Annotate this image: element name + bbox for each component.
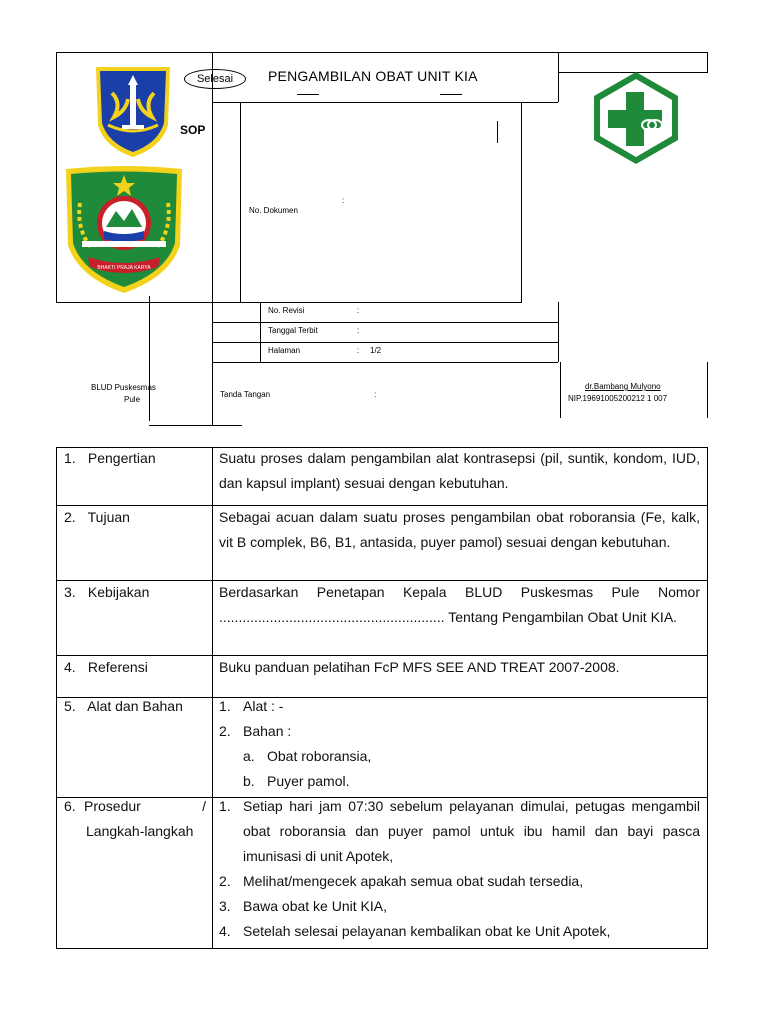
tanda-tangan-label: Tanda Tangan (220, 390, 271, 399)
list-subitem (219, 744, 700, 769)
section-label (64, 505, 206, 530)
list-item (219, 894, 700, 919)
org-name-line2: Pule (124, 395, 141, 404)
selesai-label: Selesai (196, 73, 234, 85)
regency-seal-text: BHAKTI PRAJA KARYA (97, 265, 151, 271)
section-title: Pengertian (87, 450, 156, 466)
list-letter: b. (243, 773, 255, 789)
section-label (64, 446, 206, 471)
section-title: Prosedur (84, 798, 141, 814)
list-text: Setelah selesai pelayanan kembalikan obat ke Unit Apotek, (243, 923, 611, 939)
section-title-line2: Langkah-langkah (86, 823, 194, 839)
regency-emblem-logo (62, 165, 186, 297)
sop-label: SOP (180, 123, 206, 137)
signer-nip: NIP.19691005200212 1 007 (568, 394, 668, 403)
document-title: PENGAMBILAN OBAT UNIT KIA (268, 68, 478, 84)
section-label (64, 655, 206, 680)
section-text: Suatu proses dalam pengambilan alat kontrasepsi (pil, suntik, kondom, IUD, dan kapsul implant) sesuai dengan kebutuhan. (219, 450, 700, 491)
list-item (219, 794, 700, 869)
section-title: Kebijakan (87, 584, 150, 600)
org-name-line1: BLUD Puskesmas (91, 383, 156, 392)
section-label (64, 794, 206, 844)
tanda-tangan-colon: : (374, 390, 377, 399)
no-dokumen-label: No. Dokumen (249, 206, 298, 215)
selesai-badge (184, 69, 246, 89)
section-text: Berdasarkan Penetapan Kepala BLUD Puskesmas Pule Nomor .......................................................... Tentang Pengambilan Obat Unit KIA. (219, 584, 700, 625)
puskesmas-logo (590, 70, 682, 166)
halaman-value: 1/2 (370, 346, 382, 355)
no-dokumen-colon: : (342, 196, 345, 205)
no-revisi-colon: : (357, 306, 360, 315)
halaman-label: Halaman (268, 346, 301, 355)
list-number: 3. (219, 898, 231, 914)
list-text: Setiap hari jam 07:30 sebelum pelayanan dimulai, petugas mengambil obat roboransia dan puyer pamol untuk ibu hamil dan bayi pasca imunisasi di unit Apotek, (243, 798, 700, 864)
list-text: Melihat/mengecek apakah semua obat sudah tersedia, (243, 873, 584, 889)
city-emblem-logo (92, 63, 174, 159)
section-number: 6. (64, 798, 76, 814)
section-number: 3. (64, 584, 76, 600)
list-text: Obat roboransia, (267, 748, 372, 764)
list-subitem (219, 769, 700, 794)
list-text: Bahan : (243, 723, 292, 739)
list-number: 4. (219, 923, 231, 939)
procedure-steps (219, 794, 700, 944)
list-text: Alat : - (243, 698, 284, 714)
list-text: Puyer pamol. (267, 773, 350, 789)
list-number: 2. (219, 723, 231, 739)
list-letter: a. (243, 748, 255, 764)
section-number: 1. (64, 450, 76, 466)
section-text: Buku panduan pelatihan FcP MFS SEE AND TREAT 2007-2008. (219, 659, 620, 675)
list-number: 2. (219, 873, 231, 889)
list-number: 1. (219, 698, 231, 714)
section-title: Tujuan (87, 509, 130, 525)
section-title-slash: / (202, 798, 206, 814)
list-item (219, 869, 700, 894)
section-text: Sebagai acuan dalam suatu proses pengambilan obat roboransia (Fe, kalk, vit B complek, B6, B1, antasida, puyer pamol) sesuai dengan kebutuhan. (219, 509, 700, 550)
no-revisi-label: No. Revisi (268, 306, 305, 315)
section-title: Alat dan Bahan (87, 698, 183, 714)
tanggal-terbit-colon: : (357, 326, 360, 335)
section-number: 2. (64, 509, 76, 525)
section-label (64, 580, 206, 605)
alat-bahan-list (219, 694, 700, 794)
section-label (64, 694, 206, 719)
list-number: 1. (219, 798, 231, 814)
list-item (219, 719, 700, 744)
signer-name: dr.Bambang Mulyono (585, 382, 661, 391)
list-item (219, 694, 700, 719)
halaman-colon: : (357, 346, 360, 355)
list-text: Bawa obat ke Unit KIA, (243, 898, 387, 914)
section-number: 5. (64, 698, 76, 714)
section-number: 4. (64, 659, 76, 675)
section-title: Referensi (87, 659, 148, 675)
list-item (219, 919, 700, 944)
tanggal-terbit-label: Tanggal Terbit (268, 326, 318, 335)
